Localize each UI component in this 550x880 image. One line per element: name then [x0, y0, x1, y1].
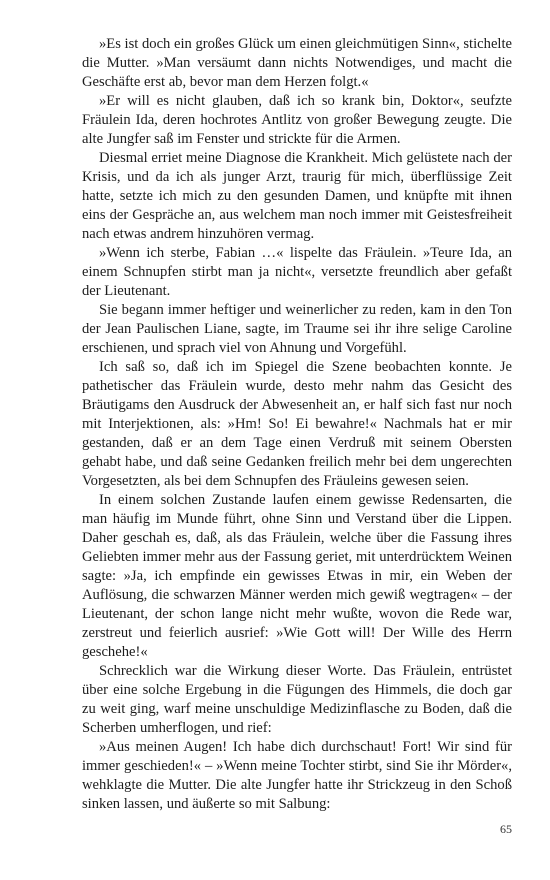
paragraph: »Aus meinen Augen! Ich habe dich durchschaut! Fort! Wir sind für immer geschieden!« – »Wenn meine Tochter stirbt, sind Sie ihr Mörder«, wehklagte die Mutter. Die alte Jungfer hatte ihr Strickzeug in den Schoß sinken lassen, und äußerte so mit Salbung:	[82, 739, 512, 812]
paragraph: Sie begann immer heftiger und weinerlicher zu reden, kam in den Ton der Jean Paulischen Liane, sagte, im Traume sei ihr ihre selige Caroline erschienen, und sprach viel von Ahnung und Vorgefühl.	[82, 302, 512, 356]
paragraph: »Er will es nicht glauben, daß ich so krank bin, Doktor«, seufzte Fräulein Ida, deren hochrotes Antlitz von großer Bewegung zeugte. Die alte Jungfer saß im Fenster und strickte für die Armen.	[82, 93, 512, 147]
paragraph: Ich saß so, daß ich im Spiegel die Szene beobachten konnte. Je pathetischer das Fräulein wurde, desto mehr nahm das Gesicht des Bräutigams den Ausdruck der Abwesenheit an, er half sich fast nur noch mit Interjektionen, als: »Hm! So! Ei bewahre!« Nachmals hat er mir gestanden, daß er an dem Tage einen Verdruß mit seinem Obersten gehabt habe, und daß seine Gedanken freilich mehr bei dem ungerechten Vorgesetzten, als bei dem Schnupfen des Fräuleins gewesen seien.	[82, 359, 512, 489]
page-number: 65	[500, 822, 512, 836]
paragraph: Diesmal erriet meine Diagnose die Krankheit. Mich gelüstete nach der Krisis, und da ich als junger Arzt, traurig für mich, überflüssige Zeit hatte, setzte ich mich zu den gesunden Damen, und knüpfte mit ihnen eins der Gespräche an, aus welchem man noch immer mit Geistesfreiheit nach etwas andrem hinzuhören vermag.	[82, 150, 512, 242]
body-text	[82, 35, 512, 814]
paragraph: »Wenn ich sterbe, Fabian …« lispelte das Fräulein. »Teure Ida, an einem Schnupfen stirbt man ja nicht«, versetzte freundlich aber gefaßt der Lieutenant.	[82, 245, 512, 299]
paragraph: Schrecklich war die Wirkung dieser Worte. Das Fräulein, entrüstet über eine solche Ergebung in die Fügungen des Himmels, die doch gar zu weit ging, warf meine unschuldige Medizinflasche zu Boden, daß die Scherben umherflogen, und rief:	[82, 663, 512, 736]
paragraph: In einem solchen Zustande laufen einem gewisse Redensarten, die man häufig im Munde führt, ohne Sinn und Verstand über die Lippen. Daher geschah es, daß, als das Fräulein, welche über die Fassung ihres Geliebten immer mehr aus der Fassung geriet, mit unterdrücktem Weinen sagte: »Ja, ich empfinde ein gewisses Etwas in mir, ein Weben der Auflösung, die schwarzen Männer werden mich gewiß wegtragen« – der Lieutenant, der schon lange nicht mehr wußte, wovon die Rede war, zerstreut und feierlich ausrief: »Wie Gott will! Der Wille des Herrn geschehe!«	[82, 492, 512, 660]
paragraph: »Es ist doch ein großes Glück um einen gleichmütigen Sinn«, stichelte die Mutter. »Man versäumt dann nichts Notwendiges, und macht die Geschäfte erst ab, bevor man dem Herzen folgt.«	[82, 36, 513, 90]
